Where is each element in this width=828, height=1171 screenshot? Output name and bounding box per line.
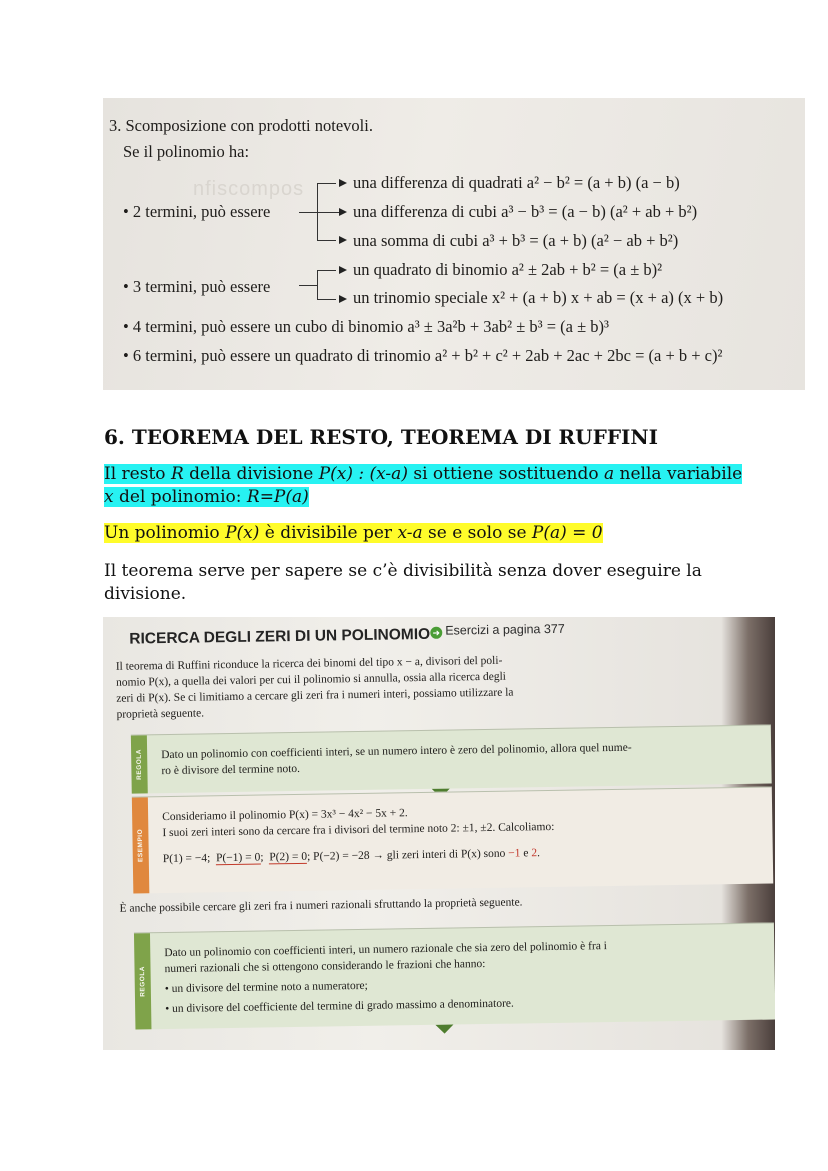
item-trinomio-speciale: un trinomio speciale x² + (a + b) x + ab = (x + a) (x + b) xyxy=(353,288,724,307)
rule-box-2 xyxy=(134,922,775,1029)
bracket-3-termini xyxy=(317,270,336,300)
teorema-line-2: divisione. xyxy=(104,584,187,604)
photo-title: 3. Scomposizione con prodotti notevoli. xyxy=(109,116,373,135)
connector-line xyxy=(317,212,339,213)
arrow-icon xyxy=(339,295,347,303)
arrow-icon xyxy=(339,208,347,216)
box-intro: Il teorema di Ruffini riconduce la ricerca dei binomi del tipo x − a, divisori del poli- nomio P(x), a quella dei valori per cui il polinomio si annulla, ossia alla ricerca degli zeri di P(x). Se ci limitiamo a cercare gli zeri fra i numeri interi, possiamo utilizzare la proprietà seguente. xyxy=(115,654,514,721)
item-quadrato-binomio: un quadrato di binomio a² ± 2ab + b² = (a ± b)² xyxy=(353,260,663,279)
section-heading: 6. TEOREMA DEL RESTO, TEOREMA DI RUFFINI xyxy=(104,425,659,449)
triangle-down-icon xyxy=(435,1025,453,1034)
between-text: È anche possibile cercare gli zeri fra i numeri razionali sfruttando la proprietà seguente. xyxy=(119,896,523,915)
photo-ricerca-zeri xyxy=(103,617,775,1050)
photo-intro: Se il polinomio ha: xyxy=(123,142,250,161)
arrow-icon xyxy=(339,236,347,244)
rule-box-1 xyxy=(131,725,772,794)
item-somma-cubi: una somma di cubi a³ + b³ = (a + b) (a² − ab + b²) xyxy=(353,231,679,250)
arrow-icon xyxy=(339,179,347,187)
highlight-line-1: Il resto R della divisione P(x) : (x-a) si ottiene sostituendo a nella variabile xyxy=(104,464,743,484)
connector-line xyxy=(299,285,317,286)
rule-2-text: Dato un polinomio con coefficienti interi, un numero razionale che sia zero del polinomio è fra i numeri razionali che si ottengono considerando le frazioni che hanno: • un divisore del termine noto a numeratore; • un divisore del coefficiente del termine di grado massimo a denominatore. xyxy=(164,940,608,1016)
example-box xyxy=(132,787,773,894)
bullet-4-termini: • 4 termini, può essere un cubo di binomio a³ ± 3a²b + 3ab² ± b³ = (a ± b)³ xyxy=(123,317,609,336)
connector-line xyxy=(299,212,317,213)
photo-page xyxy=(103,617,750,1050)
bullet-3-termini: • 3 termini, può essere xyxy=(123,277,271,296)
arrow-right-icon: ➜ xyxy=(430,627,442,639)
exercise-link: ➜ Esercizi a pagina 377 xyxy=(430,622,565,639)
bullet-2-termini: • 2 termini, può essere xyxy=(123,202,271,221)
item-differenza-quadrati: una differenza di quadrati a² − b² = (a + b) (a − b) xyxy=(353,173,680,192)
highlight-line-2: x del polinomio: R=P(a) xyxy=(104,487,309,507)
rule-1-text: Dato un polinomio con coefficienti interi, se un numero intero è zero del polinomio, allora quel nume- ro è divisore del termine noto. xyxy=(161,741,632,778)
item-differenza-cubi: una differenza di cubi a³ − b³ = (a − b) (a² + ab + b²) xyxy=(353,202,698,221)
photo-prodotti-notevoli xyxy=(103,98,805,390)
teorema-line-1: Il teorema serve per sapere se c’è divisibilità senza dover eseguire la xyxy=(104,561,702,581)
paragraph-resto xyxy=(104,463,742,509)
bleed-through-text: nfiscompos xyxy=(193,178,305,200)
box-title: RICERCA DEGLI ZERI DI UN POLINOMIO xyxy=(129,625,431,648)
regola-sidebar: REGOLA xyxy=(131,735,148,793)
example-calculation: P(1) = −4; P(−1) = 0; P(2) = 0; P(−2) = −28 → gli zeri interi di P(x) sono −1 e 2. xyxy=(162,847,541,866)
paragraph-teorema xyxy=(104,560,702,606)
regola-sidebar: REGOLA xyxy=(134,933,152,1029)
esempio-sidebar: ESEMPIO xyxy=(132,797,150,893)
bullet-6-termini: • 6 termini, può essere un quadrato di trinomio a² + b² + c² + 2ab + 2ac + 2bc = (a + b + c)² xyxy=(123,346,723,365)
paragraph-divisibilita xyxy=(104,522,603,545)
example-text: Consideriamo il polinomio P(x) = 3x³ − 4x² − 5x + 2. I suoi zeri interi sono da cercare fra i divisori del termine noto 2: ±1, ±2. Calcoliamo: P(1) = −4; P(−1) = 0; P(2) = 0; P(−2) = −28 → gli zeri interi di P(x) sono −1 e 2. xyxy=(162,807,555,866)
arrow-icon xyxy=(339,266,347,274)
highlight-divisibilita: Un polinomio P(x) è divisibile per x-a se e solo se P(a) = 0 xyxy=(104,523,603,543)
